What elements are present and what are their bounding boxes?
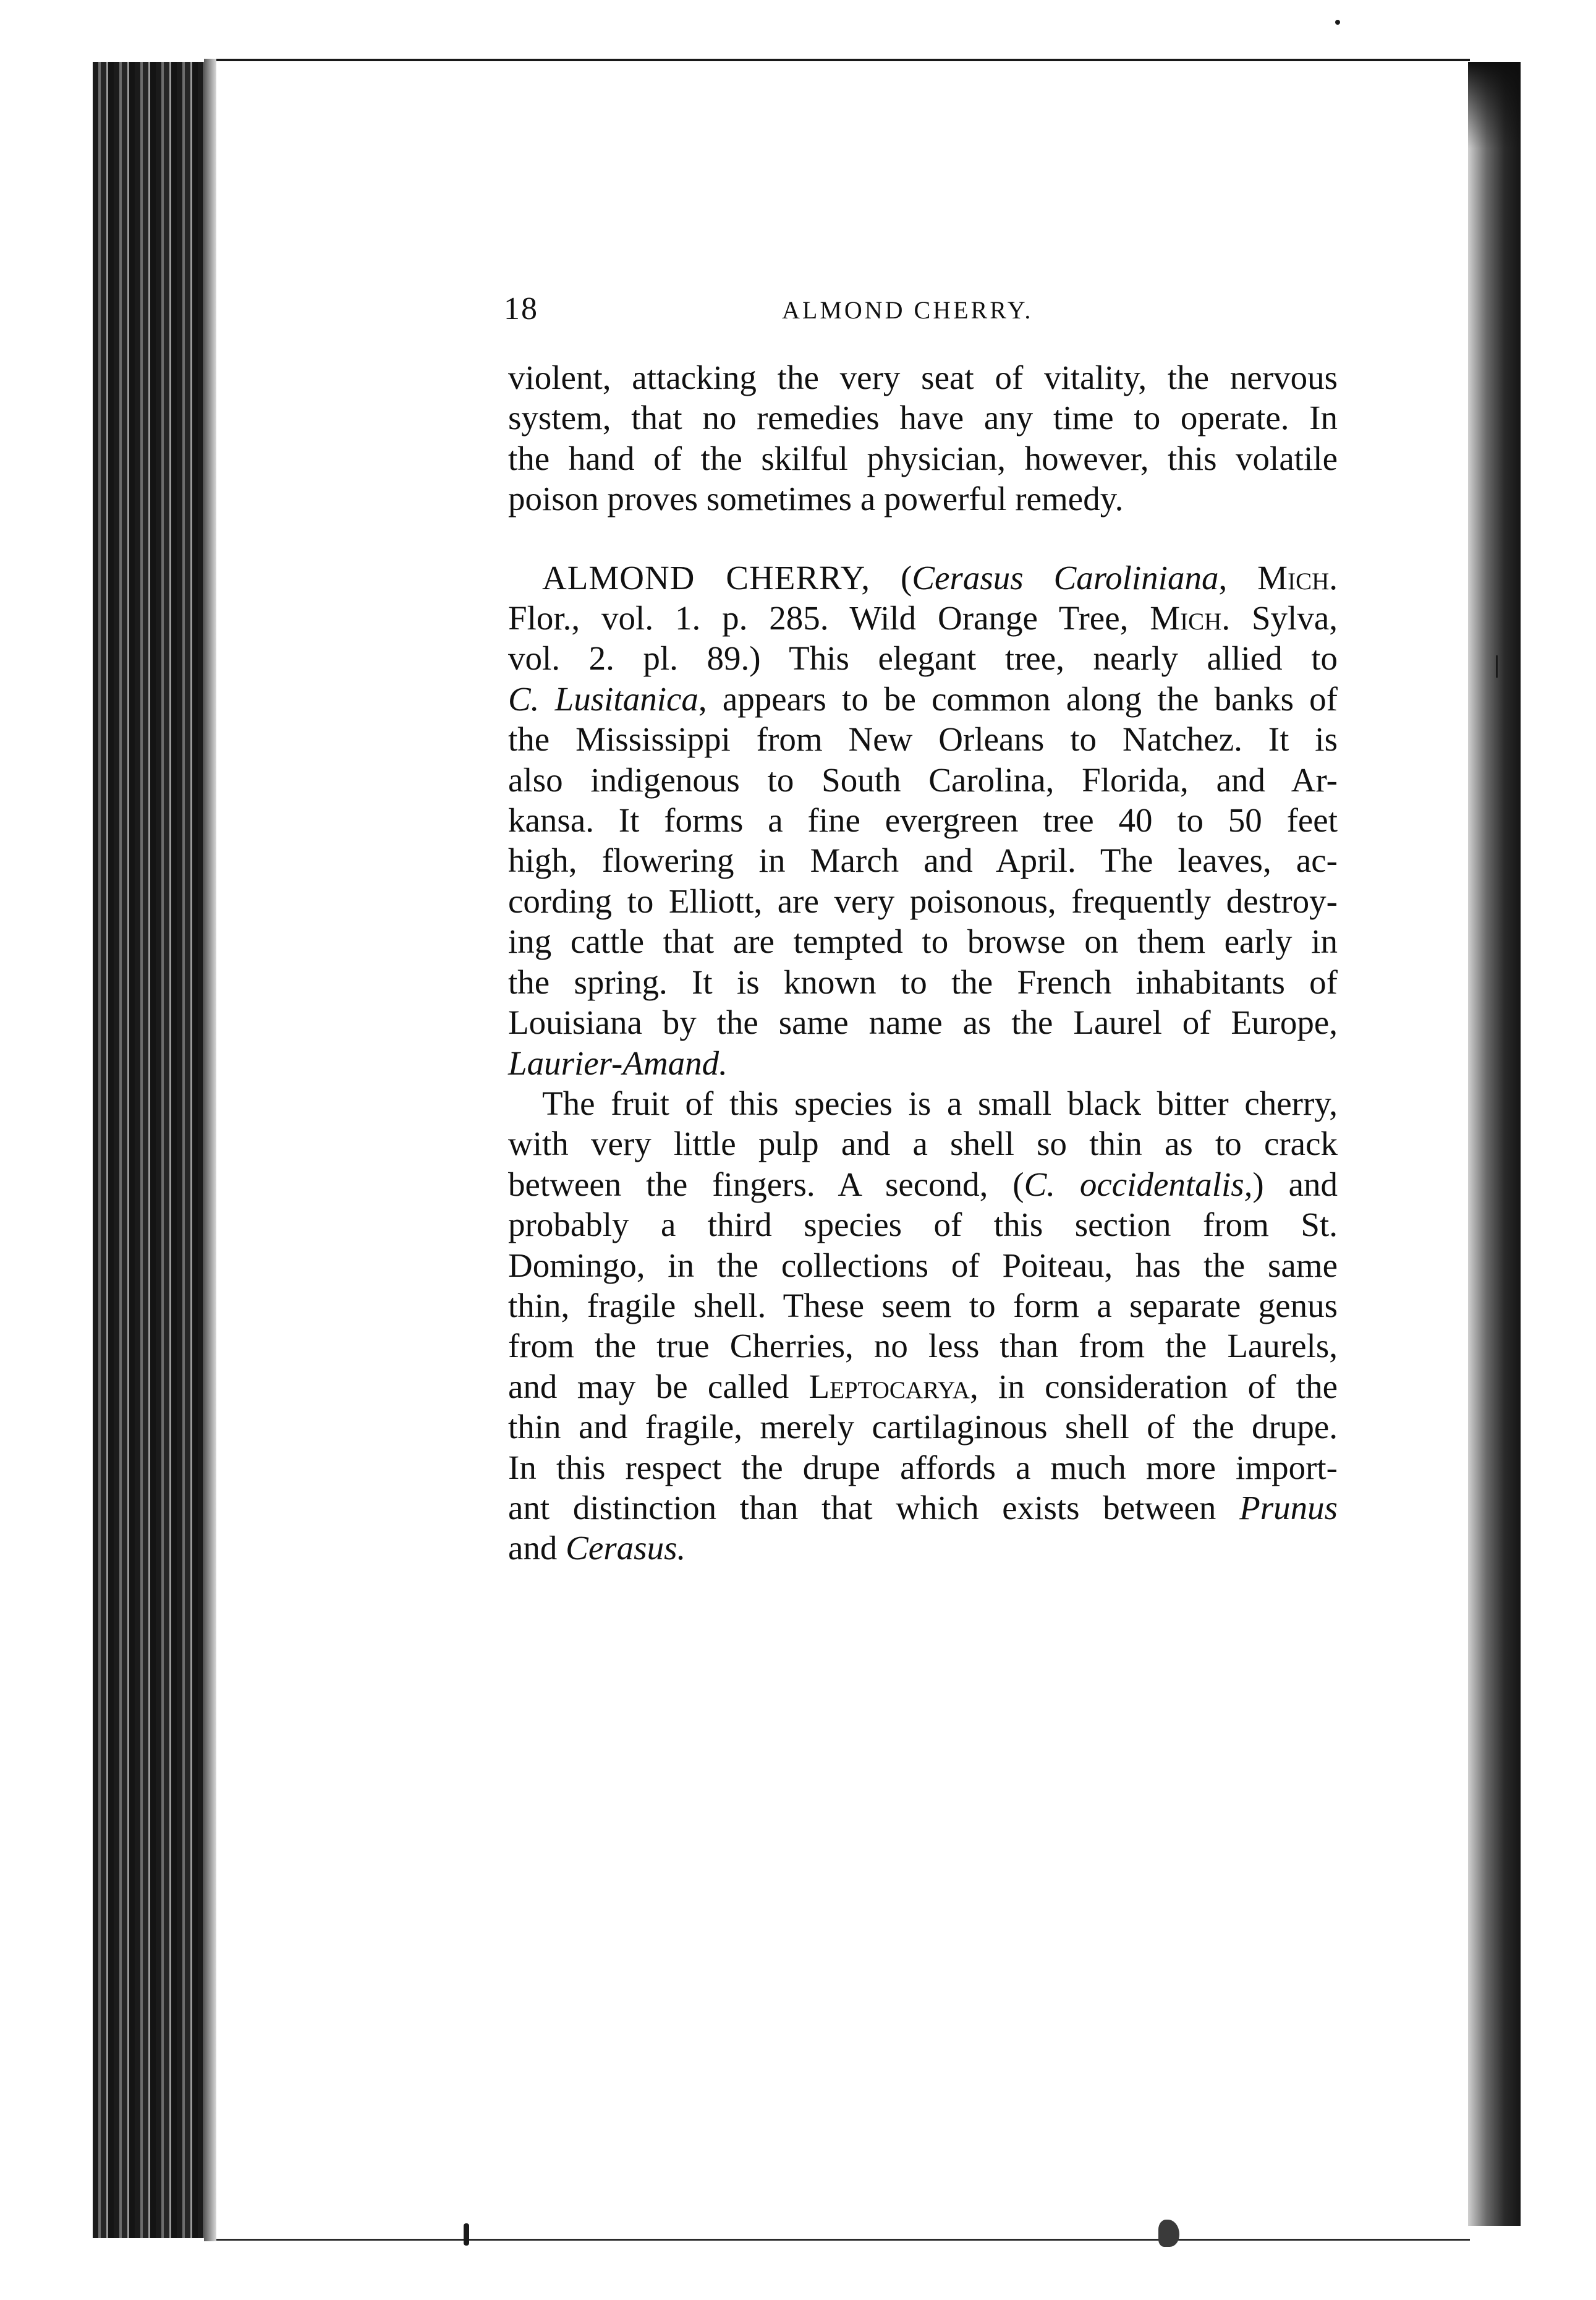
text-line: poison proves sometimes a powerful remedy.: [508, 480, 1124, 518]
author-abbreviation: Mich.: [1257, 558, 1338, 597]
body-text: [508, 357, 1338, 1569]
text-line: Domingo, in the collections of Poiteau, has the same: [508, 1246, 1338, 1284]
text-line: The fruit of this species is a small black bitter cherry,: [542, 1084, 1338, 1122]
binding-gutter-shadow: [1468, 62, 1521, 148]
paragraph: [508, 357, 1338, 519]
text-line: the spring. It is known to the French inhabitants of: [508, 963, 1338, 1001]
genus-name: Leptocarya: [809, 1367, 970, 1405]
text-run: ,: [1218, 558, 1258, 597]
text-line: probably a third species of this section from St.: [508, 1206, 1338, 1244]
scan-speck: [1158, 2220, 1179, 2247]
page-edge-shadow: [204, 59, 216, 2241]
text-line: kansa. It forms a fine evergreen tree 40 to 50 feet: [508, 801, 1338, 840]
text-line: vol. 2. pl. 89.) This elegant tree, nearly allied to: [508, 639, 1338, 678]
text-run: Sylva,: [1230, 599, 1338, 637]
scan-speck: [464, 2223, 469, 2246]
text-line: [508, 598, 1338, 638]
text-line: thin, fragile shell. These seem to form a separate genus: [508, 1286, 1338, 1324]
text-run: ant distinction than that which exists between: [508, 1488, 1240, 1527]
entry-heading: ALMOND CHERRY,: [542, 558, 871, 597]
text-run: between the fingers. A second, (: [508, 1165, 1024, 1203]
species-name: C. occidentalis,: [1024, 1165, 1253, 1203]
text-line: thin and fragile, merely cartilaginous shell of the drupe.: [508, 1408, 1338, 1446]
text-line: [508, 1366, 1338, 1407]
text-line: [508, 679, 1338, 719]
species-name: C. Lusitanica: [508, 679, 698, 718]
text-run: Flor., vol. 1. p. 285. Wild Orange Tree,: [508, 599, 1150, 637]
page-edges-left: [93, 62, 223, 2238]
running-head: [504, 291, 1351, 340]
text-run: and: [508, 1529, 566, 1567]
species-name: Cerasus Caroliniana: [912, 558, 1219, 597]
text-line: [508, 558, 1338, 598]
text-line: In this respect the drupe affords a much more import-: [508, 1448, 1338, 1486]
text-line: [508, 1528, 1338, 1568]
genus-name: Cerasus.: [566, 1529, 686, 1567]
text-line: [508, 1488, 1338, 1528]
paragraph: [508, 1083, 1338, 1569]
vernacular-name: Laurier-Amand.: [508, 1044, 728, 1082]
author-abbreviation: Mich.: [1150, 599, 1231, 637]
text-line: with very little pulp and a shell so thin as to crack: [508, 1125, 1338, 1163]
paragraph-gap: [508, 519, 1338, 558]
paragraph: [508, 558, 1338, 1083]
text-line: violent, attacking the very seat of vitality, the nervous: [508, 359, 1338, 396]
text-run: (: [870, 558, 912, 597]
text-line: Louisiana by the same name as the Laurel of Europe,: [508, 1003, 1338, 1042]
text-line: high, flowering in March and April. The leaves, ac-: [508, 841, 1338, 880]
text-line: the Mississippi from New Orleans to Natchez. It is: [508, 720, 1338, 759]
page-number: 18: [504, 291, 538, 326]
scan-speck: [1335, 20, 1340, 25]
genus-name: Prunus: [1239, 1488, 1338, 1527]
text-line: also indigenous to South Carolina, Florida, and Ar-: [508, 760, 1338, 799]
text-line: ing cattle that are tempted to browse on them early in: [508, 922, 1338, 961]
text-line: system, that no remedies have any time to operate. In: [508, 399, 1338, 437]
text-line: [508, 1164, 1338, 1204]
binding-gutter: [1468, 62, 1521, 2226]
text-run: ) and: [1252, 1165, 1338, 1203]
scan-speck: [1496, 655, 1498, 678]
text-line: cording to Elliott, are very poisonous, frequently destroy-: [508, 882, 1338, 920]
running-title: ALMOND CHERRY.: [782, 296, 1034, 324]
text-run: , appears to be common along the banks of: [698, 679, 1338, 718]
text-line: from the true Cherries, no less than from the Laurels,: [508, 1327, 1338, 1365]
text-run: and may be called: [508, 1367, 809, 1405]
text-line: the hand of the skilful physician, however, this volatile: [508, 439, 1338, 477]
text-run: , in consideration of the: [969, 1367, 1338, 1405]
